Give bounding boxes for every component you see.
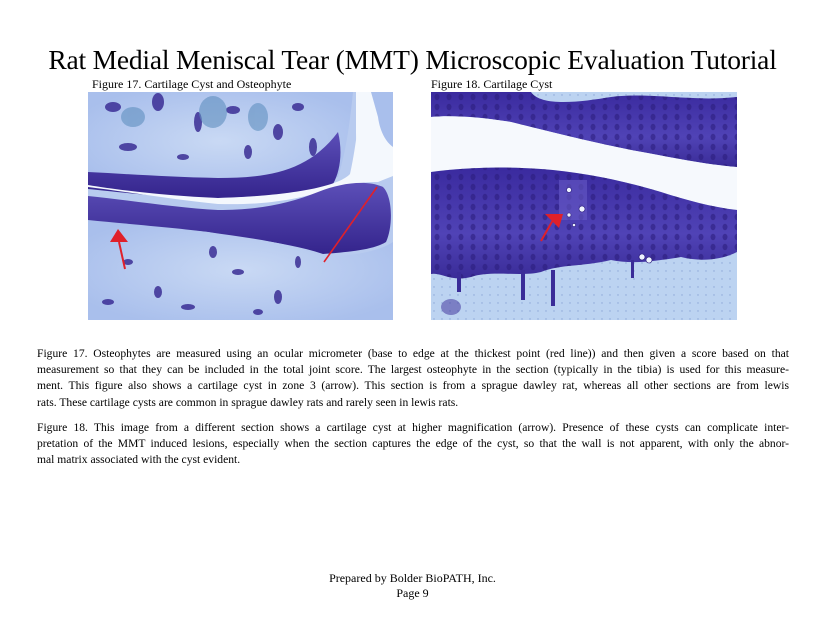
figure-18-micrograph bbox=[431, 92, 737, 320]
text-line: ment. This figure also shows a cartilage cyst in zone 3 (arrow). This section is from a sprague dawley rat, whereas all other sections are from lewis bbox=[37, 379, 789, 393]
figure-17-description bbox=[37, 346, 789, 411]
figure-17-caption: Figure 17. Cartilage Cyst and Osteophyte bbox=[92, 77, 292, 91]
text-line: mal matrix associated with the cyst evident. bbox=[37, 453, 241, 467]
text-line: Figure 18. This image from a different section shows a cartilage cyst at higher magnification (arrow). Presence of these cysts can complicate inter- bbox=[37, 421, 789, 434]
text-line: rats. These cartilage cysts are common in sprague dawley rats and rarely seen in lewis rats. bbox=[37, 395, 459, 409]
text-line: measurement so that they can be included in the total joint score. The largest osteophyte in the section (typically in the tibia) is used for this measure- bbox=[37, 363, 789, 377]
figure-18-caption: Figure 18. Cartilage Cyst bbox=[431, 77, 553, 91]
text-line: Figure 17. Osteophytes are measured using an ocular micrometer (base to edge at the thickest point (red line)) and then given a score based on that bbox=[37, 347, 789, 360]
figure-18-description bbox=[37, 420, 789, 469]
page-title: Rat Medial Meniscal Tear (MMT) Microscopic Evaluation Tutorial bbox=[48, 44, 777, 75]
footer-prepared-by: Prepared by Bolder BioPATH, Inc. bbox=[329, 571, 496, 585]
page-number: Page 9 bbox=[396, 586, 429, 600]
figure-17-micrograph bbox=[88, 92, 393, 320]
text-line: pretation of the MMT induced lesions, especially when the section captures the edge of the cyst, so that the wall is not apparent, with only the abnor- bbox=[37, 437, 789, 451]
